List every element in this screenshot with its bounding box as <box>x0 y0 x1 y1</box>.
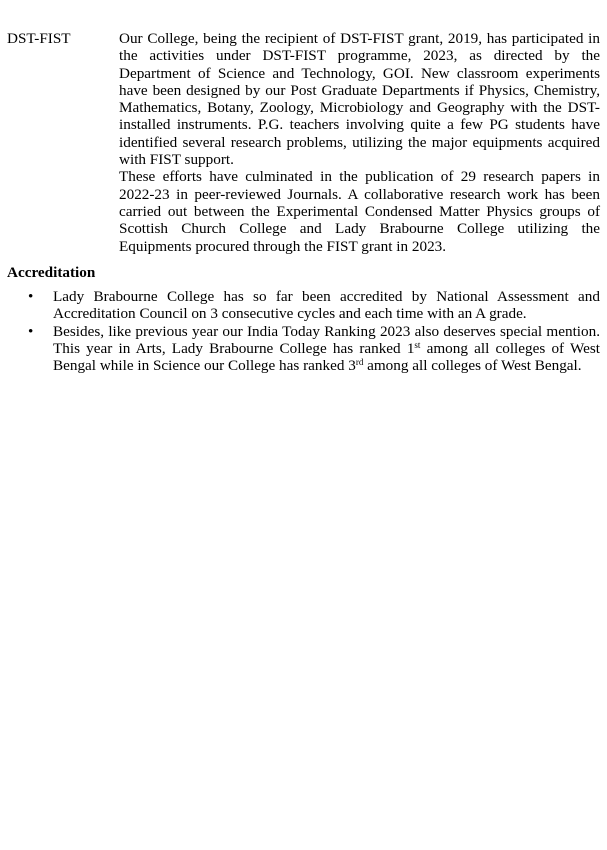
ranking-text-part-1: Besides, like previous year our India Today Ranking 2023 also deserves special mention. This year in Arts, Lady Brabourne College has ranked 1 <box>53 322 600 357</box>
ranking-text-part-3: among all colleges of West Bengal. <box>363 357 582 375</box>
dst-fist-label: DST-FIST <box>7 30 71 47</box>
ranking-superscript-1: st <box>414 339 421 350</box>
list-item <box>7 288 600 323</box>
accreditation-heading: Accreditation <box>7 264 96 281</box>
bullet-icon: • <box>28 322 34 340</box>
accreditation-list <box>7 288 600 374</box>
list-item <box>7 323 600 375</box>
ranking-superscript-2: rd <box>355 357 364 368</box>
accreditation-item-text: Lady Brabourne College has so far been accredited by National Assessment and Accreditation Council on 3 consecutive cycles and each time with an A grade. <box>53 288 600 323</box>
dst-fist-paragraph-1: Our College, being the recipient of DST-FIST grant, 2019, has participated in the activities under DST-FIST programme, 2023, as directed by the Department of Science and Technology, GOI. New classroom experiments have been designed by our Post Graduate Departments if Physics, Chemistry, Mathematics, Botany, Zoology, Microbiology and Geography with the DST-installed instruments. P.G. teachers involving quite a few PG students have identified several research problems, utilizing the major equipments acquired with FIST support. <box>119 30 600 169</box>
dst-fist-body <box>119 30 600 255</box>
ranking-text-part-2: among all colleges of West Bengal while in Science our College has ranked 3 <box>53 339 600 375</box>
bullet-icon: • <box>28 288 34 305</box>
dst-fist-paragraph-2: These efforts have culminated in the publication of 29 research papers in 2022-23 in peer-reviewed Journals. A collaborative research work has been carried out between the Experimental Condensed Matter Physics groups of Scottish Church College and Lady Brabourne College utilizing the Equipments procured through the FIST grant in 2023. <box>119 168 600 255</box>
